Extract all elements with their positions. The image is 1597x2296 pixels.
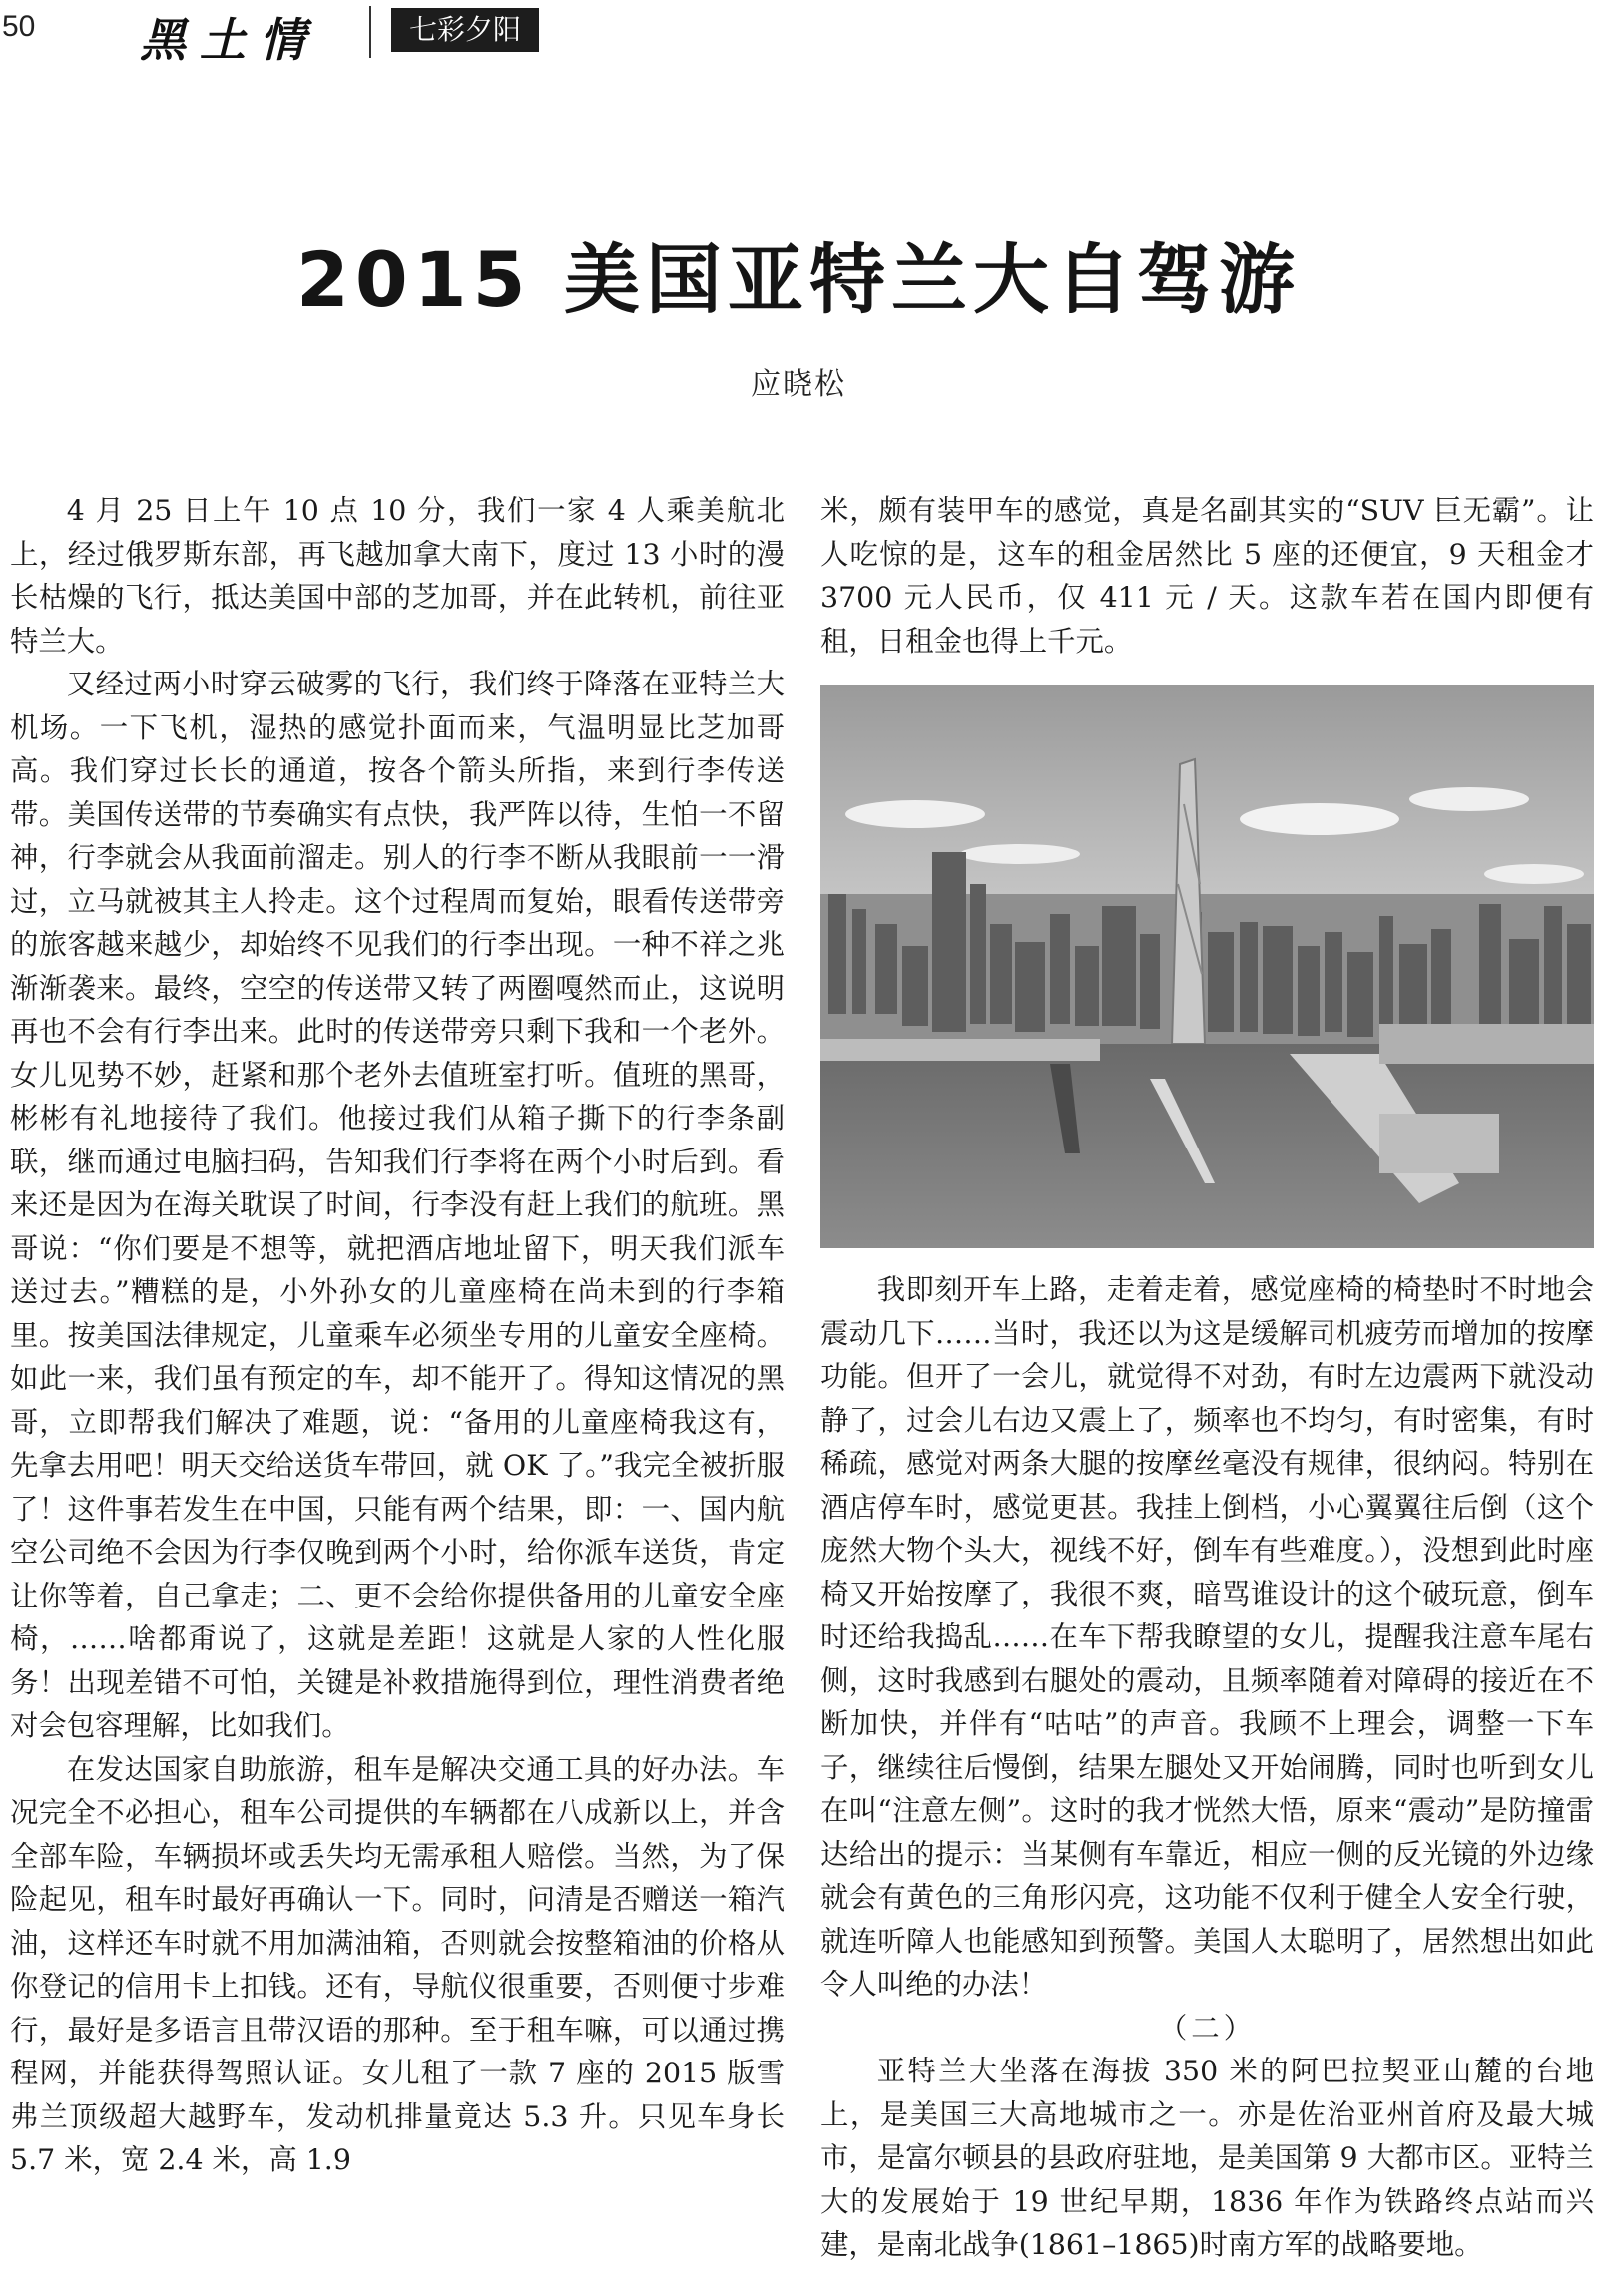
paragraph: 4 月 25 日上午 10 点 10 分，我们一家 4 人乘美航北上，经过俄罗斯东部，再飞越加拿大南下，度过 13 小时的漫长枯燥的飞行，抵达美国中部的芝加哥，并在此转机，前往亚特兰大。 xyxy=(10,494,785,658)
article-author: 应晓松 xyxy=(751,367,846,402)
article-title: 2015 美国亚特兰大自驾游 xyxy=(296,235,1301,324)
section-tag: 七彩夕阳 xyxy=(391,8,539,52)
paragraph: 亚特兰大坐落在海拔 350 米的阿巴拉契亚山麓的台地上，是美国三大高地城市之一。亦是佐治亚州首府及最大城市，是富尔顿县的县政府驻地，是美国第 9 大都市区。亚特兰大的发展始于 19 世纪早期，1836 年作为铁路终点站而兴建，是南北战争(1861–1865)时南方军的战略要地。 xyxy=(820,2055,1594,2261)
header-divider xyxy=(369,6,371,58)
paragraph: 我即刻开车上路，走着走着，感觉座椅的椅垫时不时地会震动几下……当时，我还以为这是缓解司机疲劳而增加的按摩功能。但开了一会儿，就觉得不对劲，有时左边震两下就没动静了，过会儿右边又震上了，频率也不均匀，有时密集，有时稀疏，感觉对两条大腿的按摩丝毫没有规律，很纳闷。特别在酒店停车时，感觉更甚。我挂上倒档，小心翼翼往后倒（这个庞然大物个头大，视线不好，倒车有些难度。），没想到此时座椅又开始按摩了，我很不爽，暗骂谁设计的这个破玩意，倒车时还给我捣乱……在车下帮我瞭望的女儿，提醒我注意车尾右侧，这时我感到右腿处的震动，且频率随着对障碍的接近在不断加快，并伴有“咕咕”的声音。我顾不上理会，调整一下车子，继续往后慢倒，结果左腿处又开始闹腾，同时也听到女儿在叫“注意左侧”。这时的我才恍然大悟，原来“震动”是防撞雷达给出的提示：当某侧有车靠近，相应一侧的反光镜的外边缘就会有黄色的三角形闪亮，这功能不仅利于健全人安全行驶，就连听障人也能感知到预警。美国人太聪明了，居然想出如此令人叫绝的办法！ xyxy=(820,1273,1594,2001)
city-skyline-photo xyxy=(820,685,1594,1248)
section-subheading: （二） xyxy=(1158,2011,1257,2045)
left-column xyxy=(10,489,785,2182)
paragraph: 又经过两小时穿云破雾的飞行，我们终于降落在亚特兰大机场。一下飞机，湿热的感觉扑面而来，气温明显比芝加哥高。我们穿过长长的通道，按各个箭头所指，来到行李传送带。美国传送带的节奏确实有点快，我严阵以待，生怕一不留神，行李就会从我面前溜走。别人的行李不断从我眼前一一滑过，立马就被其主人拎走。这个过程周而复始，眼看传送带旁的旅客越来越少，却始终不见我们的行李出现。一种不祥之兆渐渐袭来。最终，空空的传送带又转了两圈嘎然而止，这说明再也不会有行李出来。此时的传送带旁只剩下我和一个老外。女儿见势不妙，赶紧和那个老外去值班室打听。值班的黑哥，彬彬有礼地接待了我们。他接过我们从箱子撕下的行李条副联，继而通过电脑扫码，告知我们行李将在两个小时后到。看来还是因为在海关耽误了时间，行李没有赶上我们的航班。黑哥说：“你们要是不想等，就把酒店地址留下，明天我们派车送过去。”糟糕的是，小外孙女的儿童座椅在尚未到的行李箱里。按美国法律规定，儿童乘车必须坐专用的儿童安全座椅。如此一来，我们虽有预定的车，却不能开了。得知这情况的黑哥，立即帮我们解决了难题，说：“备用的儿童座椅我这有，先拿去用吧！明天交给送货车带回，就 OK 了。”我完全被折服了！这件事若发生在中国，只能有两个结果，即：一、国内航空公司绝不会因为行李仅晚到两个小时，给你派车送货，肯定让你等着，自己拿走；二、更不会给你提供备用的儿童安全座椅，……啥都甭说了，这就是差距！这就是人家的人性化服务！出现差错不可怕，关键是补救措施得到位，理性消费者绝对会包容理解，比如我们。 xyxy=(10,668,785,1742)
page-header xyxy=(0,0,1597,70)
paragraph: 在发达国家自助旅游，租车是解决交通工具的好办法。车况完全不必担心，租车公司提供的车辆都在八成新以上，并含全部车险，车辆损坏或丢失均无需承租人赔偿。当然，为了保险起见，租车时最好再确认一下。同时，问清是否赠送一箱汽油，这样还车时就不用加满油箱，否则就会按整箱油的价格从你登记的信用卡上扣钱。还有，导航仪很重要，否则便寸步难行，最好是多语言且带汉语的那种。至于租车嘛，可以通过携程网，并能获得驾照认证。女儿租了一款 7 座的 2015 版雪弗兰顶级超大越野车，发动机排量竟达 5.3 升。只见车身长 5.7 米，宽 2.4 米，高 1.9 xyxy=(10,1752,785,2176)
paragraph-continued: 米，颇有装甲车的感觉，真是名副其实的“SUV 巨无霸”。让人吃惊的是，这车的租金居然比 5 座的还便宜，9 天租金才 3700 元人民币，仅 411 元 / 天。这款车若在国内即便有租，日租金也得上千元。 xyxy=(820,494,1594,658)
page-number: 50 xyxy=(2,10,36,43)
magazine-logo: 黑土情 xyxy=(140,13,319,67)
right-column xyxy=(820,489,1594,2267)
